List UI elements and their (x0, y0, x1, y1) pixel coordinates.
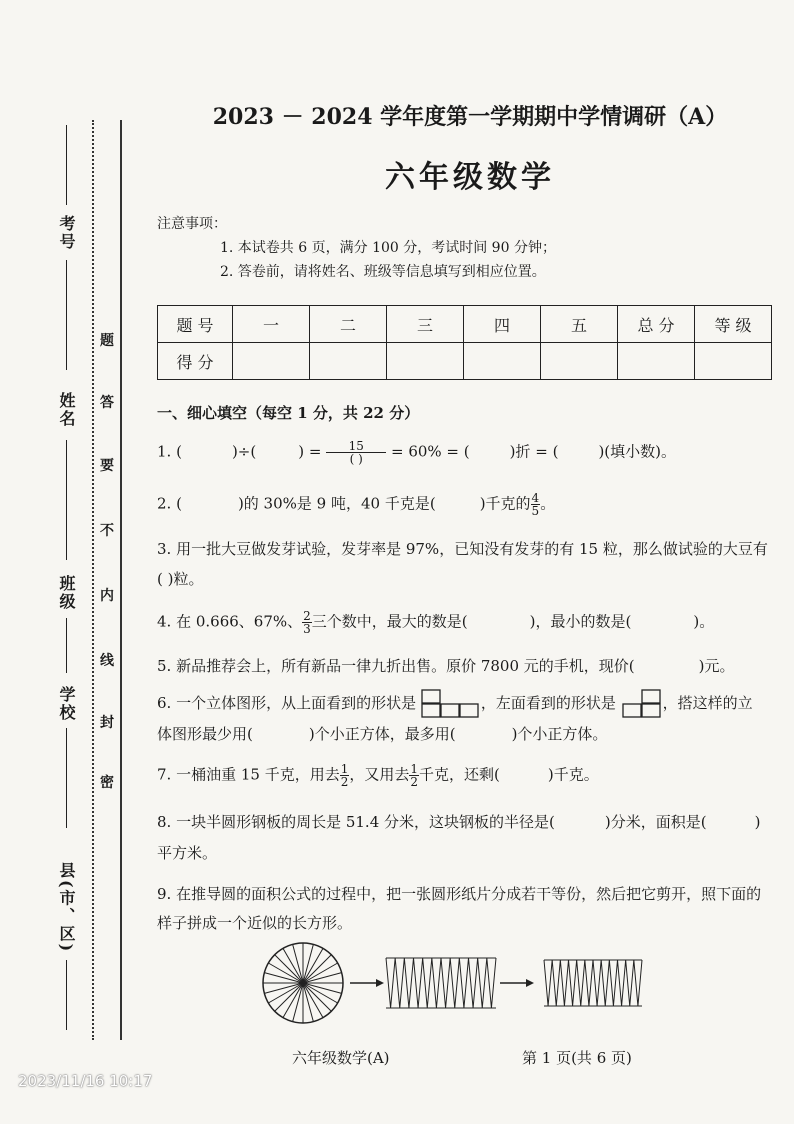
score-table (157, 305, 772, 380)
class-line-top (66, 440, 67, 560)
score-cell[interactable] (310, 343, 387, 380)
score-cell[interactable] (464, 343, 541, 380)
seal-char: 不 (100, 523, 114, 539)
question-8-line2: 平方米。 (157, 844, 218, 862)
fraction: $\frac{4}{5}$ (531, 491, 540, 518)
fraction: $\frac{1}{2}$ (410, 762, 419, 789)
seal-char: 题 (100, 333, 114, 349)
notes-heading: 注意事项： (157, 216, 227, 232)
question-8-line1: 8. 一块半圆形钢板的周长是 51.4 分米，这块钢板的半径是( )分米，面积是( ) (157, 813, 761, 831)
section-heading: 一、细心填空（每空 1 分，共 22 分） (157, 404, 420, 422)
exam-subtitle: 六年级数学 (385, 160, 555, 195)
score-row-label: 得 分 (158, 343, 233, 380)
binding-dotted-line (92, 120, 94, 1040)
timestamp: 2023/11/16 10:17 (18, 1072, 153, 1090)
score-header-cell: 二 (310, 306, 387, 343)
fraction: $\frac{1}{2}$ (340, 762, 349, 789)
exam-number-line (66, 125, 67, 205)
school-label: 学校 (57, 686, 76, 722)
fraction: $\frac{2}{3}$ (303, 609, 311, 636)
footer-page-number: 第 1 页(共 6 页) (522, 1049, 632, 1067)
school-line-top (66, 618, 67, 673)
score-header-cell: 五 (541, 306, 618, 343)
seal-char: 线 (100, 653, 114, 669)
seal-char: 密 (100, 775, 114, 791)
score-header-cell: 四 (464, 306, 541, 343)
score-cell[interactable] (695, 343, 772, 380)
score-header-cell: 题 号 (158, 306, 233, 343)
class-label: 班级 (57, 575, 76, 611)
note-item: 1. 本试卷共 6 页，满分 100 分，考试时间 90 分钟； (220, 240, 556, 256)
score-header-cell: 一 (233, 306, 310, 343)
arrow-icon (500, 979, 534, 987)
question-1: 1. ( )÷( ) = $\frac{15}{( )}$ = 60% = ( )折 = ( )(填小数)。 (157, 439, 676, 466)
question-4: 4. 在 0.666、67%、 $\frac{2}{3}$ 三个数中，最大的数是( )，最小的数是( )。 (157, 609, 715, 636)
divided-circle-figure (263, 943, 343, 1023)
name-label: 姓名 (57, 392, 76, 428)
fraction: $\frac{15}{( )}$ (326, 440, 386, 465)
binding-solid-line (120, 120, 122, 1040)
question-9-line1: 9. 在推导圆的面积公式的过程中，把一张圆形纸片分成若干等份，然后把它剪开，照下面的 (157, 885, 762, 903)
score-cell[interactable] (618, 343, 695, 380)
footer-subject: 六年级数学(A) (292, 1049, 390, 1067)
score-cell[interactable] (387, 343, 464, 380)
score-header-cell: 等 级 (695, 306, 772, 343)
score-cell[interactable] (233, 343, 310, 380)
question-2: 2. ( )的 30%是 9 吨，40 千克是( )千克的 $\frac{4}{5}$ 。 (157, 491, 556, 518)
county-line-top (66, 728, 67, 828)
score-header-cell: 三 (387, 306, 464, 343)
question-6-line1: 6. 一个立体图形，从上面看到的形状是 ，左面看到的形状是 ，搭这样的立 (157, 689, 753, 719)
question-9-line2: 样子拼成一个近似的长方形。 (157, 914, 353, 932)
rearranged-sectors-figure (386, 958, 496, 1008)
top-view-figure (421, 689, 481, 719)
circle-rearrangement-figure (258, 940, 778, 1030)
county-line-bottom (66, 960, 67, 1030)
exam-number-label: 考号 (57, 215, 76, 251)
seal-char: 封 (100, 715, 114, 731)
question-7: 7. 一桶油重 15 千克，用去 $\frac{1}{2}$ ，又用去 $\frac{1}{2}$ 千克，还剩( )千克。 (157, 762, 599, 789)
exam-title: 2023 － 2024 学年度第一学期期中学情调研（A） (212, 104, 728, 130)
question-3-line1: 3. 用一批大豆做发芽试验，发芽率是 97%，已知没有发芽的有 15 粒，那么做试验的大豆有 (157, 540, 768, 558)
seal-char: 要 (100, 458, 114, 474)
note-item: 2. 答卷前，请将姓名、班级等信息填写到相应位置。 (220, 264, 546, 280)
arrow-icon (350, 979, 384, 987)
score-cell[interactable] (541, 343, 618, 380)
score-header-cell: 总 分 (618, 306, 695, 343)
question-6-line2: 体图形最少用( )个小正方体，最多用( )个小正方体。 (157, 725, 608, 743)
name-line-top (66, 260, 67, 370)
question-3-line2: ( )粒。 (157, 570, 204, 588)
question-5: 5. 新品推荐会上，所有新品一律九折出售。原价 7800 元的手机，现价( )元。 (157, 657, 735, 675)
left-view-figure (621, 689, 663, 719)
county-label: 县(市、区) (57, 862, 76, 954)
seal-char: 内 (100, 588, 114, 604)
seal-char: 答 (100, 395, 114, 411)
approximate-rectangle-figure (544, 960, 642, 1006)
